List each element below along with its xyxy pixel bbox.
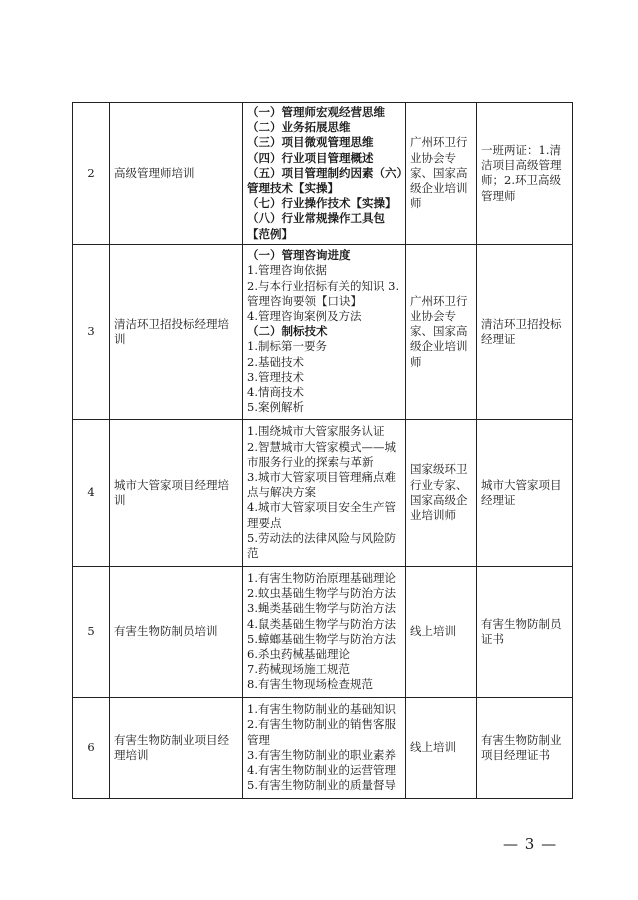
content-line: 3.有害生物防制业的职业素养 [247,747,396,762]
trainer-info: 广州环卫行业协会专家、国家高级企业培训师 [406,103,477,245]
row-number: 4 [73,419,110,566]
course-name: 清洁环卫招投标经理培训 [110,244,243,419]
certificate-info: 有害生物防制员证书 [477,566,573,697]
content-line: 管理咨询要领【口诀】 [247,293,362,308]
content-line: （五）项目管理制约因素（六） [247,165,408,180]
content-line: 3.城市大管家项目管理痛点难 [247,470,396,485]
content-line: 2.智慧城市大管家模式——城 [247,439,396,454]
content-line: 范 [247,546,259,561]
content-line: 8.有害生物现场检查规范 [247,677,373,692]
trainer-info: 广州环卫行业协会专家、国家高级企业培训师 [406,244,477,419]
trainer-info: 线上培训 [406,697,477,798]
content-line: 4.管理咨询案例及方法 [247,309,362,324]
content-line: （三）项目微观管理思维 [247,135,374,150]
content-line: 2.与本行业招标有关的知识 3. [247,278,400,293]
table-row [73,244,573,419]
certificate-info: 清洁环卫招投标经理证 [477,244,573,419]
content-line: 7.药械现场施工规范 [247,662,350,677]
trainer-info: 国家级环卫行业专家、国家高级企业培训师 [406,419,477,566]
content-line: 4.有害生物防制业的运营管理 [247,763,396,778]
course-content [243,244,406,419]
content-line: 市服务行业的探索与革新 [247,454,374,469]
content-line: 5.蟑螂基础生物学与防治方法 [247,631,396,646]
content-line: （一）管理咨询进度 [247,248,351,263]
content-line: 1.有害生物防治原理基础理论 [247,571,396,586]
course-name: 有害生物防制业项目经理培训 [110,697,243,798]
table-row [73,697,573,798]
content-line: （七）行业操作技术【实操】 [247,196,397,211]
content-line: 管理技术【实操】 [247,181,339,196]
content-line: 2.基础技术 [247,354,304,369]
content-line: 3.管理技术 [247,369,304,384]
content-line: 5.劳动法的法律风险与风险防 [247,530,396,545]
content-line: 5.案例解析 [247,400,304,415]
content-line: （四）行业项目管理概述 [247,150,374,165]
training-course-table [72,102,573,799]
content-line: 6.杀虫药械基础理论 [247,647,350,662]
table-row [73,419,573,566]
row-number: 2 [73,103,110,245]
content-line: 1.围绕城市大管家服务认证 [247,424,385,439]
row-number: 5 [73,566,110,697]
content-line: 2.有害生物防制业的销售客服 [247,717,396,732]
content-line: （二）业务拓展思维 [247,120,351,135]
content-line: 4.情商技术 [247,385,304,400]
content-line: 1.制标第一要务 [247,339,327,354]
course-content [243,697,406,798]
content-line: 4.城市大管家项目安全生产管 [247,500,396,515]
content-line: （一）管理师宏观经营思维 [247,105,385,119]
course-content [243,419,406,566]
table-row [73,566,573,697]
course-name: 高级管理师培训 [110,103,243,245]
content-line: 2.蚊虫基础生物学与防治方法 [247,586,396,601]
content-line: 4.鼠类基础生物学与防治方法 [247,616,396,631]
content-line: 点与解决方案 [247,485,316,500]
row-number: 3 [73,244,110,419]
content-line: （八）行业常规操作工具包 [247,211,385,226]
course-name: 城市大管家项目经理培训 [110,419,243,566]
content-line: 理要点 [247,515,282,530]
content-line: 1.管理咨询依据 [247,263,327,278]
content-line: 3.蝇类基础生物学与防治方法 [247,601,396,616]
content-line: 管理 [247,732,270,747]
content-line: 【范例】 [247,226,293,241]
page-number: — 3 — [503,835,558,853]
certificate-info: 有害生物防制业项目经理证书 [477,697,573,798]
content-line: 1.有害生物防制业的基础知识 [247,702,396,717]
course-content [243,566,406,697]
certificate-info: 城市大管家项目经理证 [477,419,573,566]
trainer-info: 线上培训 [406,566,477,697]
content-line: （二）制标技术 [247,324,328,339]
course-name: 有害生物防制员培训 [110,566,243,697]
content-line: 5.有害生物防制业的质量督导 [247,778,396,793]
course-content [243,103,406,245]
table-row [73,103,573,245]
certificate-info: 一班两证：1.清洁项目高级管理师；2.环卫高级管理师 [477,103,573,245]
row-number: 6 [73,697,110,798]
